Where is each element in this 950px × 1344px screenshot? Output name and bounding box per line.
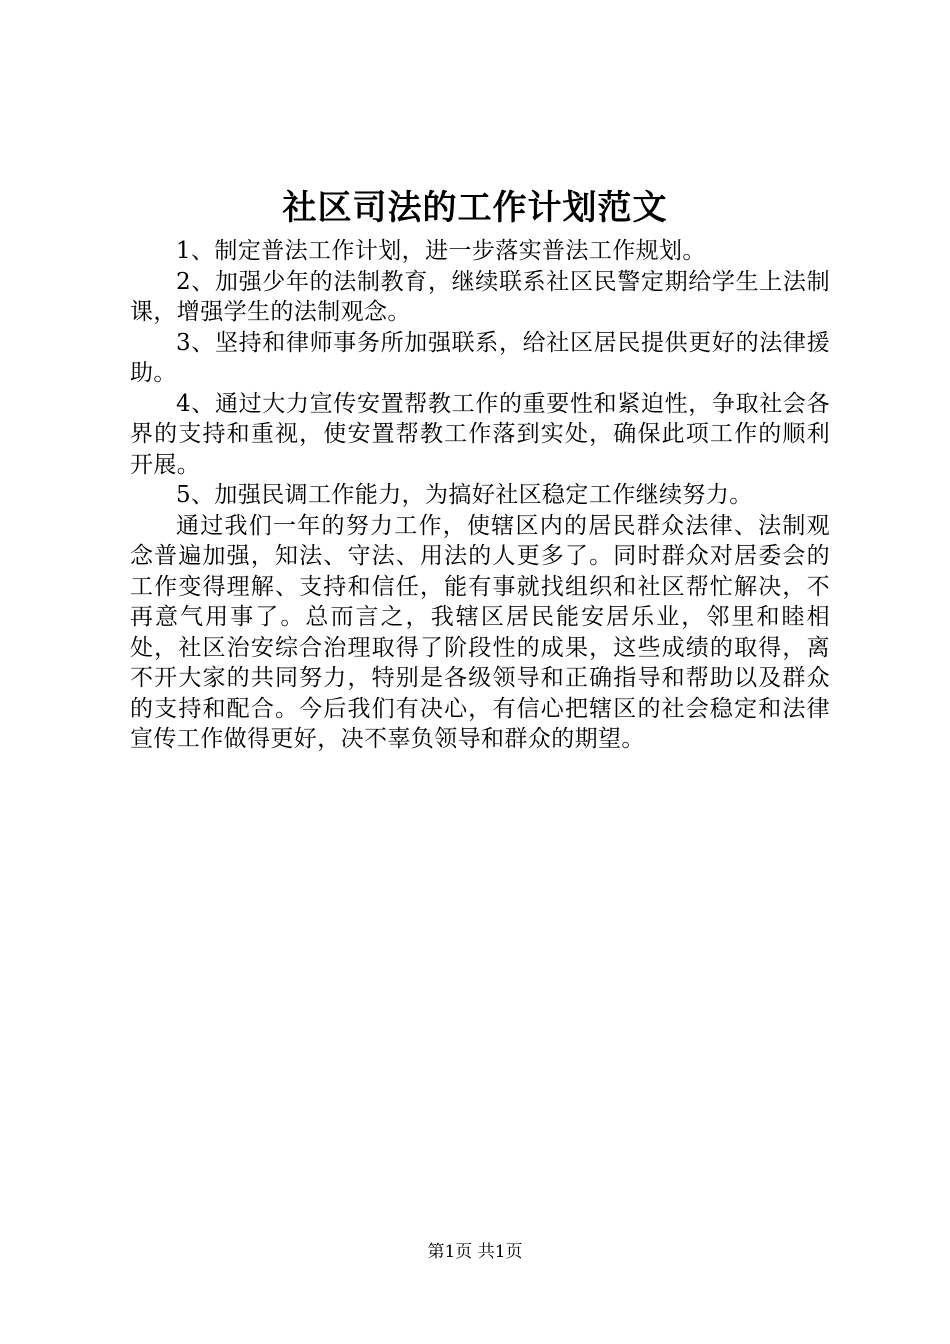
paragraph-summary: 通过我们一年的努力工作，使辖区内的居民群众法律、法制观念普遍加强，知法、守法、用法的人更多了。同时群众对居委会的工作变得理解、支持和信任，能有事就找组织和社区帮忙解决，不再意气用事了。总而言之，我辖区居民能安居乐业，邻里和睦相处，社区治安综合治理取得了阶段性的成果，这些成绩的取得，离不开大家的共同努力，特别是各级领导和正确指导和帮助以及群众的支持和配合。今后我们有决心，有信心把辖区的社会稳定和法律宣传工作做得更好，决不辜负领导和群众的期望。 (130, 512, 830, 752)
paragraph-item-3: 3、坚持和律师事务所加强联系，给社区居民提供更好的法律援助。 (130, 329, 830, 386)
paragraph-item-1: 1、制定普法工作计划，进一步落实普法工作规划。 (176, 238, 706, 264)
paragraph-item-5: 5、加强民调工作能力，为搞好社区稳定工作继续努力。 (176, 482, 753, 508)
page-footer: 第1页 共1页 (427, 1242, 523, 1262)
paragraph-item-4: 4、通过大力宣传安置帮教工作的重要性和紧迫性，争取社会各界的支持和重视，使安置帮教工作落到实处，确保此项工作的顺利开展。 (130, 390, 830, 478)
paragraph-item-2: 2、加强少年的法制教育，继续联系社区民警定期给学生上法制课，增强学生的法制观念。 (130, 268, 830, 325)
document-title: 社区司法的工作计划范文 (282, 188, 668, 228)
document-body (130, 236, 830, 755)
